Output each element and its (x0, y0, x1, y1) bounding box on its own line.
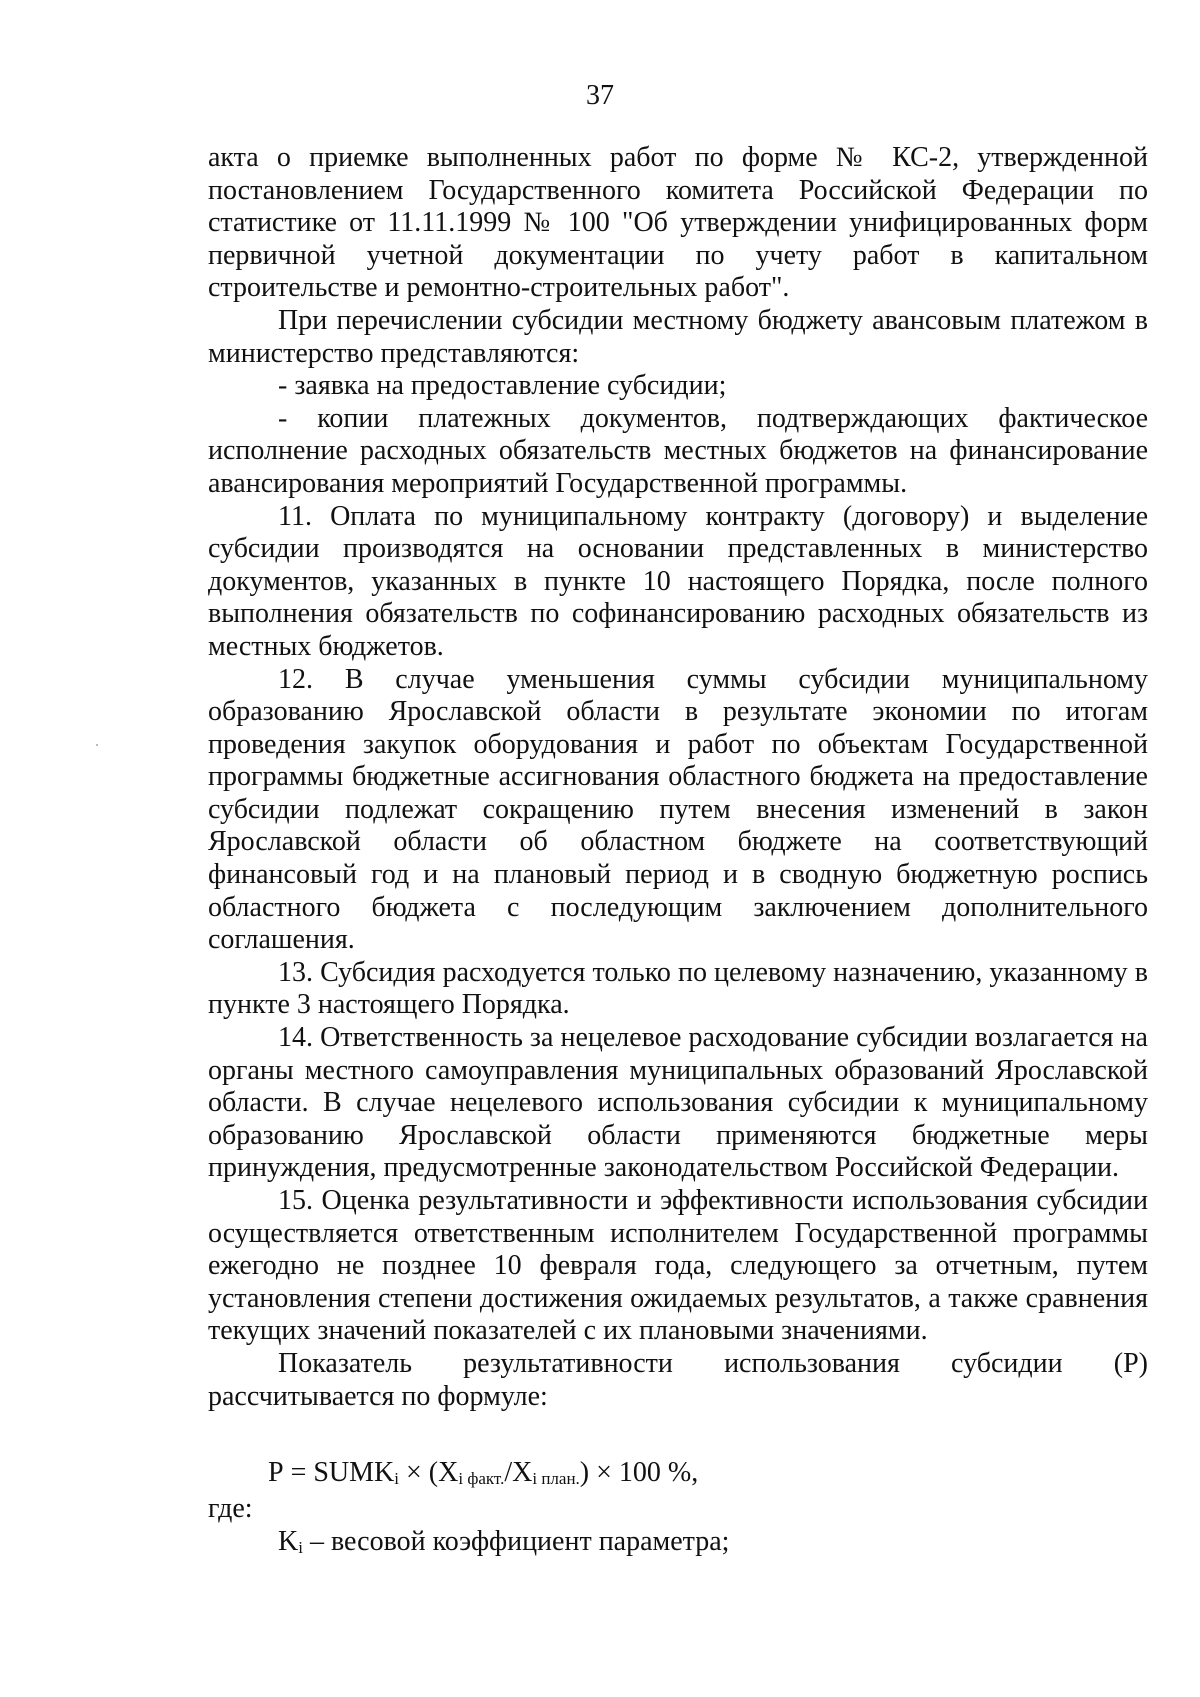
formula-sub-fact: i факт. (458, 1469, 505, 1489)
paragraph-item-12: 12. В случае уменьшения суммы субсидии муниципальному образованию Ярославской области в результате экономии по итогам проведения закупок оборудования и работ по объектам Государственной программы бюджетные ассигнования областного бюджета на предоставление субсидии подлежат сокращению путем внесения изменений в закон Ярославской области об областном бюджете на соответствующий финансовый год и на плановый период и в сводную бюджетную роспись областного бюджета с последующим заключением дополнительного соглашения. (208, 663, 1148, 956)
paragraph-item-15: 15. Оценка результативности и эффективности использования субсидии осуществляется ответственным исполнителем Государственной программы ежегодно не позднее 10 февраля года, следующего за отчетным, путем установления степени достижения ожидаемых результатов, а также сравнения текущих значений показателей с их плановыми значениями. (208, 1185, 1148, 1347)
formula-tail: ) × 100 %, (579, 1457, 699, 1489)
paragraph-ks2-act: акта о приемке выполненных работ по форме № КС-2, утвержденной постановлением Государственного комитета Российской Федерации по статистике от 11.11.1999 № 100 "Об утверждении унифицированных форм первичной учетной документации по учету работ в капитальном строительстве и ремонтно-строительных работ". (208, 142, 1148, 304)
formula-times: × (X (399, 1457, 459, 1489)
definition-ki (208, 1526, 1148, 1559)
result-formula (208, 1457, 1148, 1489)
definition-sub: i (298, 1537, 303, 1557)
formula-lhs: Р = SUMK (268, 1457, 395, 1489)
document-body (208, 142, 1148, 1558)
list-item-payment-documents: - копии платежных документов, подтверждающих фактическое исполнение расходных обязательств местных бюджетов на финансирование авансирования мероприятий Государственной программы. (208, 402, 1148, 499)
formula-sub-plan: i план. (532, 1469, 580, 1489)
scan-speck (96, 744, 98, 746)
where-label: где: (208, 1493, 253, 1525)
definition-symbol: K (278, 1525, 299, 1557)
paragraph-advance-payment: При перечислении субсидии местному бюджету авансовым платежом в министерство представляются: (208, 304, 1148, 369)
formula-slash: /X (504, 1457, 533, 1489)
paragraph-item-13: 13. Субсидия расходуется только по целевому назначению, указанному в пункте 3 настоящего Порядка. (208, 956, 1148, 1021)
list-item-subsidy-request: - заявка на предоставление субсидии; (278, 370, 727, 402)
paragraph-item-14: 14. Ответственность за нецелевое расходование субсидии возлагается на органы местного самоуправления муниципальных образований Ярославской области. В случае нецелевого использования субсидии к муниципальному образованию Ярославской области применяются бюджетные меры принуждения, предусмотренные законодательством Российской Федерации. (208, 1022, 1148, 1184)
paragraph-indicator-formula-intro: Показатель результативности использования субсидии (Р) рассчитывается по формуле: (208, 1347, 1148, 1412)
page-number: 37 (586, 80, 614, 111)
definition-text: – весовой коэффициент параметра; (302, 1525, 730, 1557)
formula-sub-i: i (394, 1469, 400, 1489)
paragraph-item-11: 11. Оплата по муниципальному контракту (договору) и выделение субсидии производятся на основании представленных в министерство документов, указанных в пункте 10 настоящего Порядка, после полного выполнения обязательств по софинансированию расходных обязательств из местных бюджетов. (208, 500, 1148, 662)
